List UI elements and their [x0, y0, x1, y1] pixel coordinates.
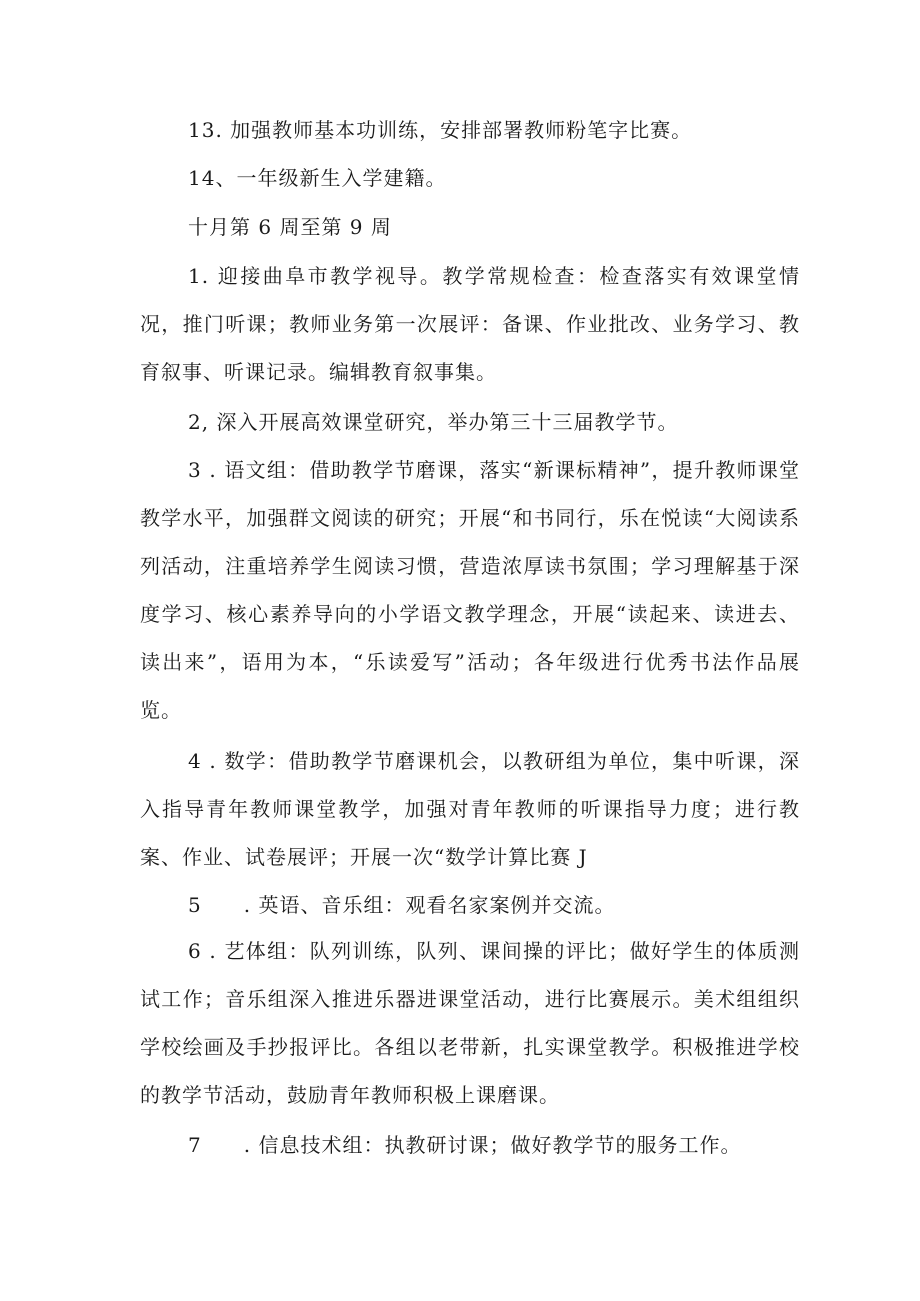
section-heading-october-weeks: 十月第 6 周至第 9 周 — [188, 215, 392, 239]
paragraph-item-14: 14、一年级新生入学建籍。 — [188, 166, 447, 190]
paragraph-item-7-it-group: 7 . 信息技术组：执教研讨课；做好教学节的服务工作。 — [188, 1133, 742, 1157]
paragraph-item-2: 2, 深入开展高效课堂研究，举办第三十三届教学节。 — [188, 410, 679, 434]
paragraph-item-5-english-music: 5 . 英语、音乐组：观看名家案例并交流。 — [188, 893, 616, 917]
paragraph-item-13: 13. 加强教师基本功训练，安排部署教师粉笔字比赛。 — [188, 118, 693, 142]
paragraph-item-1: 1. 迎接曲阜市教学视导。教学常规检查：检查落实有效课堂情况，推门听课；教师业务第一次展评：备课、作业批改、业务学习、教育叙事、听课记录。编辑教育叙事集。 — [140, 264, 800, 384]
paragraph-item-4-math: 4 . 数学：借助教学节磨课机会，以教研组为单位，集中听课，深入指导青年教师课堂教学，加强对青年教师的听课指导力度；进行教案、作业、试卷展评；开展一次“数学计算比赛 J — [140, 749, 800, 869]
paragraph-item-6-arts-sports: 6 . 艺体组：队列训练，队列、课间操的评比；做好学生的体质测试工作；音乐组深入推进乐器进课堂活动，进行比赛展示。美术组组织学校绘画及手抄报评比。各组以老带新，扎实课堂教学。积极推进学校的教学节活动，鼓励青年教师积极上课磨课。 — [140, 939, 800, 1107]
paragraph-item-3-chinese-group: 3 . 语文组：借助教学节磨课，落实“新课标精神”，提升教师课堂教学水平，加强群文阅读的研究；开展“和书同行，乐在悦读“大阅读系列活动，注重培养学生阅读习惯，营造浓厚读书氛围；学习理解基于深度学习、核心素养导向的小学语文教学理念，开展“读起来、读进去、读出来”，语用为本，“乐读爱写”活动；各年级进行优秀书法作品展览。 — [140, 458, 800, 722]
